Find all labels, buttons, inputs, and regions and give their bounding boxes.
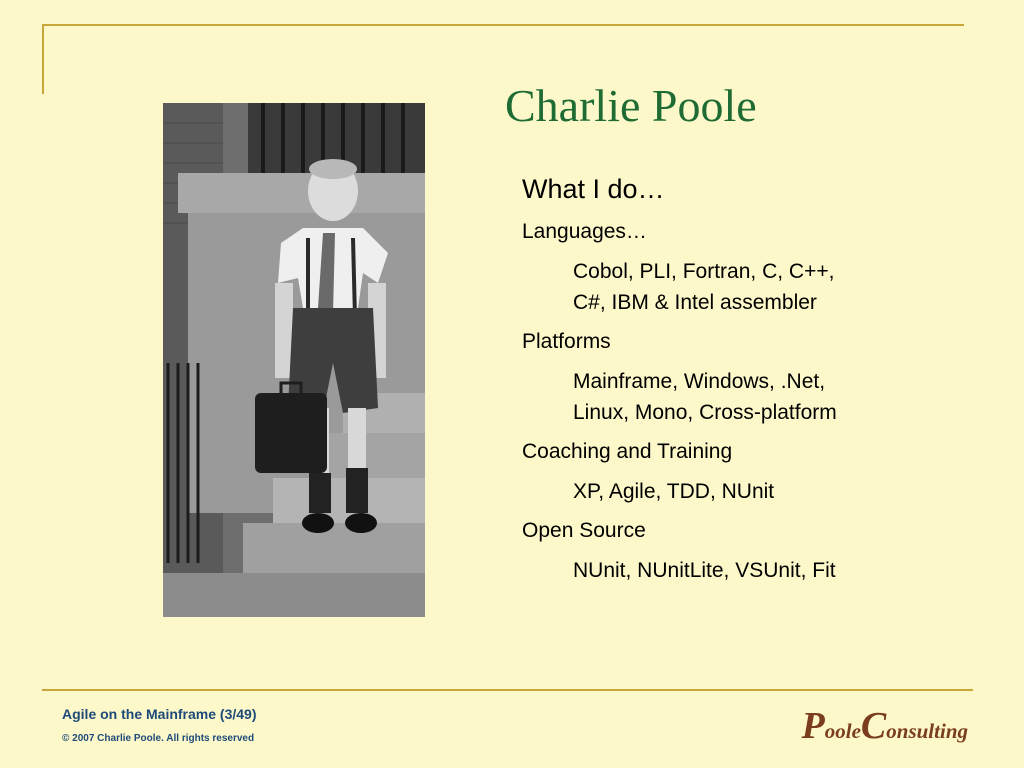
logo-text-oole: oole [824, 719, 861, 743]
logo-letter-p: P [801, 705, 825, 747]
footer-copyright: © 2007 Charlie Poole. All rights reserved [62, 733, 255, 744]
company-logo [802, 704, 968, 748]
footer-rule [42, 689, 973, 691]
slide-title: Charlie Poole [505, 80, 757, 131]
boy-photo [163, 103, 425, 617]
detail-line: Mainframe, Windows, .Net, [573, 370, 826, 393]
section-label-coaching: Coaching and Training [522, 440, 733, 463]
content-heading: What I do… [522, 174, 665, 204]
section-detail-open-source [573, 555, 992, 586]
left-rule [42, 24, 44, 94]
detail-line: XP, Agile, TDD, NUnit [573, 480, 775, 503]
section-detail-coaching [573, 476, 992, 507]
section-detail-languages [573, 256, 992, 318]
photo-illustration [163, 103, 425, 617]
detail-line: Linux, Mono, Cross-platform [573, 401, 837, 424]
logo-text-onsulting: onsulting [886, 719, 968, 743]
footer-title: Agile on the Mainframe (3/49) [62, 706, 257, 722]
section-label-languages: Languages… [522, 220, 647, 243]
section-label-platforms: Platforms [522, 330, 611, 353]
logo-letter-c: C [860, 705, 887, 747]
top-rule [42, 24, 964, 26]
slide-content [522, 170, 992, 596]
section-label-open-source: Open Source [522, 519, 646, 542]
detail-line: NUnit, NUnitLite, VSUnit, Fit [573, 559, 836, 582]
detail-line: C#, IBM & Intel assembler [573, 291, 817, 314]
section-detail-platforms [573, 366, 992, 428]
detail-line: Cobol, PLI, Fortran, C, C++, [573, 260, 835, 283]
